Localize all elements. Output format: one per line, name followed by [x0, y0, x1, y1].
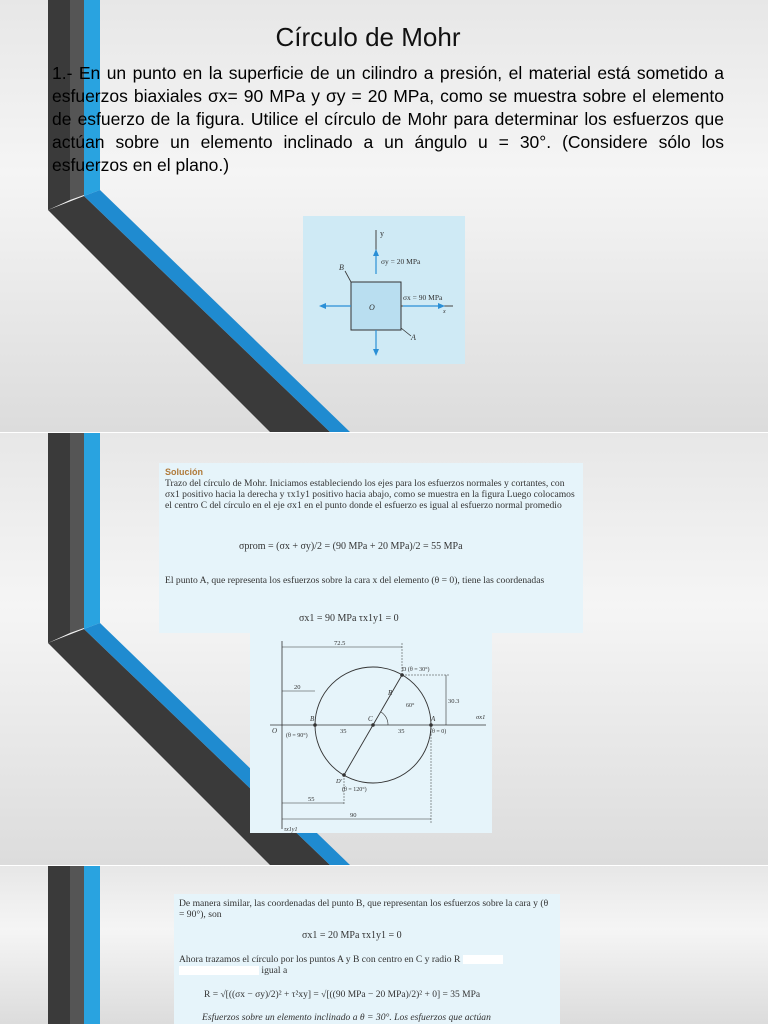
dimension-72-5: 72.5 — [334, 640, 346, 647]
origin-label: O — [369, 303, 375, 312]
sigma-axis-label: σx1 — [476, 714, 486, 721]
solution-heading: Solución — [165, 467, 203, 477]
center-c-label: C — [368, 715, 373, 723]
continuation-scan — [174, 894, 560, 1024]
solution-intro: Trazo del círculo de Mohr. Iniciamos estableciendo los ejes para los esfuerzos normales y cortantes, con σx1 positivo hacia la derecha y τx1y1 positivo hacia abajo, como se muestra en la figura Luego colocamos el centro C del círculo en el eje σx1 en el punto donde el esfuerzo es igual al esfuerzo normal promedio — [165, 478, 575, 511]
sigma-x-label: σx = 90 MPa — [403, 293, 443, 302]
axis-y-label: y — [380, 229, 384, 238]
point-a-text: El punto A, que representa los esfuerzos sobre la cara x del elemento (θ = 0), tiene las coordenadas — [165, 575, 545, 586]
slide-2 — [0, 433, 768, 865]
dimension-90: 90 — [350, 812, 357, 819]
dimension-35-right: 35 — [398, 728, 405, 735]
sigma-y-label: σy = 20 MPa — [381, 257, 421, 266]
point-d-prime-label: D′ — [336, 778, 343, 785]
point-b-equation: σx1 = 20 MPa τx1y1 = 0 — [302, 930, 402, 941]
slide-1 — [0, 0, 768, 432]
problem-statement: 1.- En un punto en la superficie de un cilindro a presión, el material está sometido a esfuerzos biaxiales σx= 90 MPa y σy = 20 MPa, como se muestra sobre el elemento de esfuerzo de la figura. Utilice el círculo de Mohr para determinar los esfuerzos que actúan sobre un elemento inclinado a un ángulo u = 30°. (Considere sólo los esfuerzos en el plano.) — [52, 63, 724, 175]
tau-axis-label: τx1y1 — [284, 827, 298, 833]
point-d-label: D (θ = 30°) — [402, 667, 430, 673]
mohr-circle-diagram — [250, 633, 492, 833]
radius-r-label: R — [388, 689, 393, 697]
page-title: Círculo de Mohr — [275, 22, 461, 52]
circle-text: Ahora trazamos el círculo por los puntos A y B con centro en C y radio R — [179, 954, 461, 965]
point-b-label: B — [310, 715, 315, 723]
footer-text: Esfuerzos sobre un elemento inclinado a θ = 30°. Los esfuerzos que actúan — [202, 1012, 491, 1023]
dimension-55: 55 — [308, 796, 315, 803]
solution-scan — [159, 463, 583, 633]
point-b-text: De manera similar, las coordenadas del punto B, que representan los esfuerzos sobre la cara y (θ = 90°), son — [179, 898, 549, 920]
angle-60-label: 60° — [406, 703, 415, 709]
stress-element-figure — [303, 216, 465, 364]
axis-x-label: x — [443, 309, 446, 315]
point-a-equation: σx1 = 90 MPa τx1y1 = 0 — [299, 613, 399, 624]
point-b-angle: (θ = 90°) — [286, 733, 308, 739]
point-a-label: A — [431, 715, 436, 723]
circle-text-2: igual a — [261, 965, 288, 976]
point-b-label: B — [339, 263, 344, 272]
average-stress-equation: σprom = (σx + σy)/2 = (90 MPa + 20 MPa)/2 = 55 MPa — [239, 541, 463, 552]
slide-3 — [0, 866, 768, 1024]
dimension-35-left: 35 — [340, 728, 347, 735]
origin-o-label: O — [272, 727, 278, 735]
radius-equation: R = √[((σx − σy)/2)² + τ²xy] = √[((90 MPa − 20 MPa)/2)² + 0] = 35 MPa — [204, 990, 481, 1000]
point-d-prime-angle: (θ = 120°) — [342, 787, 367, 793]
point-a-angle: (θ = 0) — [430, 729, 447, 735]
point-a-label: A — [411, 333, 416, 342]
dimension-20: 20 — [294, 684, 301, 691]
dimension-30-3: 30.3 — [448, 698, 460, 705]
